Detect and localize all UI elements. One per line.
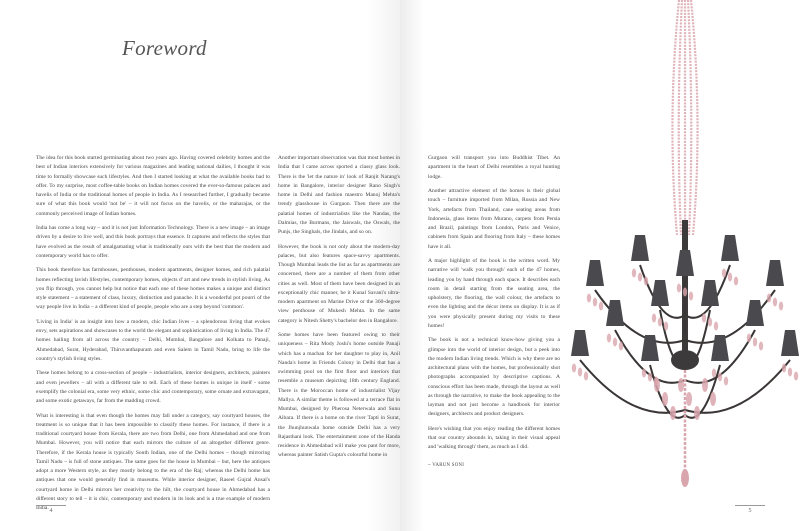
column-1 (36, 154, 270, 519)
column-3 (428, 154, 560, 475)
arm (580, 360, 685, 413)
crystal-drop (712, 369, 716, 378)
crystal-drop (747, 334, 751, 343)
lampshade (676, 250, 694, 276)
crystal-drop (724, 377, 728, 386)
lampshade (721, 235, 739, 261)
page-number-left: 4 (36, 505, 66, 514)
arm (650, 365, 685, 418)
crystal-drop (710, 392, 716, 406)
crystal-drop (642, 369, 646, 378)
paragraph: India has come a long way – and it is not just Information Technology. There is a new image – an image driven by a desire to live well, and this book portrays that essence. It captures and reflects the styles that have evolved as the result of amalgamating what is traditionally ours with the best that the modern and contemporary world has to offer. (36, 225, 270, 259)
crystal-drop (718, 373, 722, 382)
bead-strand (691, 0, 698, 235)
lampshade (631, 235, 649, 261)
crystal-drop (638, 273, 642, 282)
bead-strand (688, 0, 691, 235)
column-2 (278, 154, 400, 466)
paragraph: What is interesting is that even though the homes may fall under a category, say courtyard houses, the treatment is so unique that it has been impossible to classify these homes. For instance, if there is a traditional courtyard house from Kerala, there are two from Delhi, one from Ahmedabad and one from Mumbai. However, you will notice that each mirrors the culture of an altogether different genre. Therefore, if the Kerala house is typically South Indian, one of the Delhi homes – though mirroring Tamil Nadu – is full of stone antiques. The same goes for the house in Mumbai – but, here the antiques adopt a more Western style, as they mostly belong to the era of the Raj; whereas the Delhi home has antiques that one would generally find in museums. While interior designer, Raseel Gujral Ansal's courtyard home in Delhi mirrors her creativity to the hilt, the courtyard house in Ahmedabad has a different story to tell – it is chic, contemporary and modern in its look and is a true example of modern India. (36, 412, 270, 512)
crystal-drop (677, 284, 681, 293)
crystal-drop (767, 294, 771, 303)
crystal-drop (599, 302, 603, 311)
paragraph: These homes belong to a cross-section of people – industrialists, interior designers, architects, painters and even jewellers – all with a different tale to tell. Each of these homes is unique in itself - some exemplify the colonial era, some very ethnic, some chic and contemporary, some ornate and extravagant, and some exotic getaways, far from the madding crowd. (36, 370, 270, 405)
crystal-drop (788, 368, 792, 377)
crystal-drop (578, 368, 582, 377)
crystal-drop (759, 342, 763, 351)
crystal-drop (664, 322, 668, 331)
crystal-drop (658, 318, 662, 327)
crystal-drop (779, 302, 783, 311)
bead-strand (672, 0, 679, 235)
bead-strand (679, 0, 682, 235)
paragraph: A major highlight of the book is the written word. My narrative will 'walk you through' each of the 47 homes, leading you by hand through each space. It describes each room in detail starting from the seating area, the upholstery, the flooring, the wall colour, the artefacts to even the lighting and the décor items on display. It is as if you were physically present during my visits to these homes! (428, 258, 560, 329)
page-number-right: 5 (735, 505, 765, 514)
crystal-drop (619, 342, 623, 351)
crystal-drop (702, 378, 708, 392)
crystal-drop (683, 288, 687, 297)
base-bowl (671, 350, 699, 370)
crystal-drop (773, 298, 777, 307)
crystal-drop (702, 314, 706, 323)
crystal-drop (607, 334, 611, 343)
crystal-drop (648, 373, 652, 382)
crystal-drop (644, 277, 648, 286)
paragraph: The idea for this book started germinating about two years ago. Having covered celebrity homes and the best of Indian interiors extensively for various magazines and leading national dailies, I thought it was time to formally showcase such lifestyles. And then I started looking at what the available books had to offer. To my surprise, most coffee-table books on Indian homes covered the ever-so-famous palaces and havelis of India or the traditional homes of people in India. As I researched further, I gradually became sure of what this book would 'not be' – it will not focus on the havelis, or the maharajas, or the commonly perceived image of Indian homes. (36, 155, 270, 217)
crystal-drop (782, 364, 786, 373)
lampshade (586, 260, 604, 286)
lampshade (571, 330, 589, 356)
paragraph: 'Living in India' is an insight into how a modern, chic Indian lives – a splendorous living that evokes envy, sets aspirations and showcases to the world the elegant and sophistication of living in India. The 47 homes hailing from all across the country – Delhi, Mumbai, Bangalore and Kolkata to Panaji, Ahmedabad, Surat, Hyderabad, Thiruvanthapuram and even Salem in Tamil Nadu, bring to life the country's stylish living styles. (36, 318, 270, 362)
crystal-drop (584, 372, 588, 381)
crystal-drop (689, 292, 693, 301)
arm (685, 360, 790, 413)
crystal-drop (652, 314, 656, 323)
lampshade (746, 300, 764, 326)
crystal-drop (593, 298, 597, 307)
lampshade (651, 280, 669, 306)
crystal-drop (587, 294, 591, 303)
crystal-drop (662, 392, 668, 406)
crystal-drop (654, 378, 660, 392)
crystal-drop (734, 277, 738, 286)
lampshade (701, 280, 719, 306)
paragraph: However, the book is not only about the modern-day palaces, but also features space-savvy apartments. Though Mumbai leads the list as far as apartments are concerned, there are a number of them from other cities as well. Most of them have been designed in an exceptionally chic manner, be it Kunal Savani's ultra-modern apartment on Marine Drive or the 360-degree view penthouse of Mukesh Mehta. In the same category is Nitesh Shetty's bachelor den in Bangalore. (278, 243, 400, 324)
crystal-drop (794, 372, 798, 381)
lampshade (766, 260, 784, 286)
paragraph: The book is not a technical know-how giving you a glimpse into the world of interior design, but a peek into the modern Indian living trends. Which is why there are no architectural plans with the homes, but professionally shot photographs accompanied by descriptive captions. A conscious effort has been made, through the layout as well as through the narrative, to make the book appealing to the layman and not just become a handbook for interior designers, architects and product designers. (428, 337, 560, 418)
crystal-drop (670, 406, 676, 420)
paragraph: Another attractive element of the homes is their global touch – furniture imported from Milan, Russia and New York, artefacts from Thailand, cane seating areas from Indonesia, glass items from Murano, carpets from Persia and Brazil, paintings from London, Paris and Venice, cabinets from Spain and flooring from Italy – these homes have it all. (428, 188, 560, 250)
signature: ~ VARUN SONI (428, 462, 465, 468)
paragraph: Some homes have been featured owing to their uniqueness – Rita Mody Joshi's home outside Panaji which has a machan for her daughter to play in, Anil Nanda's home in Friends Colony in Delhi that has a swimming pool on the first floor and interiors that resemble a museum depicting 18th century England. There is the Moroccan home of industrialist Vijay Mallya. A similar theme is followed at a terrace flat in Mumbai, designed by Pherosa Neterwala and Sunu Aibara. If there is a home on the river Tapti in Surat, the Jhunjhunwala home outside Delhi has a very Rajasthani look. The entertainment zone of the Handa residence in Ahmedabad will make you pant for more, whereas painter Satish Gupta's colourful home in (278, 332, 400, 459)
crystal-drop (714, 322, 718, 331)
crystal-drop (632, 269, 636, 278)
crystal-drop (694, 406, 700, 420)
crystal-drop (722, 269, 726, 278)
lampshade (606, 300, 624, 326)
lampshade (641, 335, 659, 361)
page-title: Foreword (122, 36, 207, 60)
crystal-drop (728, 273, 732, 282)
crystal-drop (753, 338, 757, 347)
lampshade (781, 330, 799, 356)
crystal-drop (708, 318, 712, 327)
paragraph: This book therefore has farmhouses, penthouses, modern apartments, designer homes, and rich palatial homes reflecting lavish lifestyles, contemporary homes, objects d' art and new trends in stylish living. As you flip through, you cannot help but notice that each one of these homes makes a unique and distinct style statement – a statement of class, luxury, distinction and panache. It is a wonderful pot pourri of the way people live in India – a different kind of people, people who are a step beyond 'common'. (36, 267, 270, 311)
crystal-drop (686, 392, 692, 406)
paragraph: Another important observation was that most homes in India that I came across sported a classy glass look. There is the 'let the nature in' look of Ranjit Narang's home in Bangalore, interior designer Rano Singh's home in Delhi and fashion maestro Manoj Mehta's trendy glasshouse in Gurgaon. Then there are the palatial homes of industrialists like the Nandas, the Dalmias, the Burmans, the Jaiswals, the Oswals, the Punjs, the Singhals, the Jindals, and so on. (278, 155, 400, 235)
lampshade (711, 335, 729, 361)
crystal-drop (613, 338, 617, 347)
chandelier-icon (560, 0, 800, 510)
paragraph: Here's wishing that you enjoy reading the different homes that our country abounds in, taking in their visual appeal and 'walking through' them, as much as I did. (428, 425, 560, 451)
crystal-drop (572, 364, 576, 373)
crystal-drop (678, 378, 684, 392)
paragraph: Gurgaon will transport you into Buddhist Tibet. An apartment in the heart of Delhi resembles a royal hunting lodge. (428, 155, 560, 180)
bottom-crystal (681, 469, 689, 487)
